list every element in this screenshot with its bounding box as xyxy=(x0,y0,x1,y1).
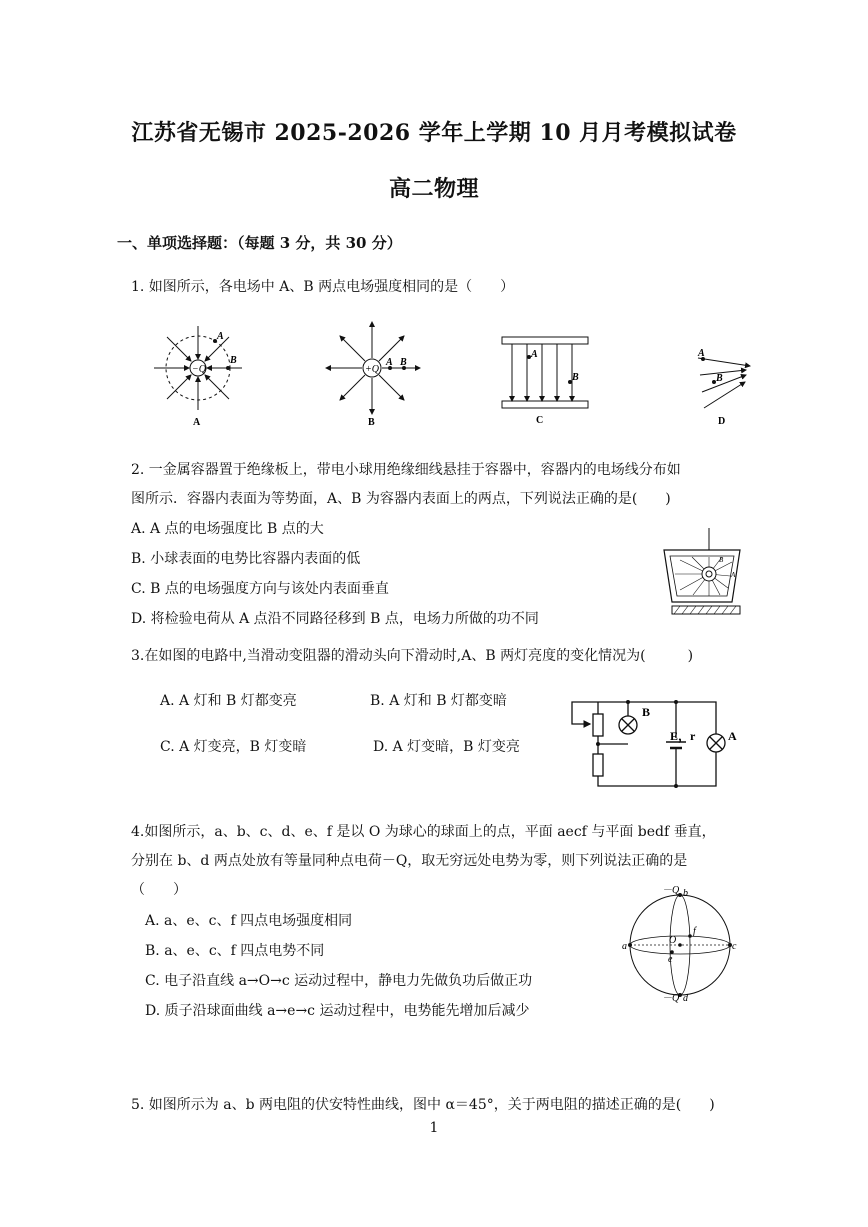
q3-option-b: B. A 灯和 B 灯都变暗 xyxy=(370,693,507,709)
svg-text:−Q: −Q xyxy=(192,364,206,375)
svg-text:B: B xyxy=(230,355,237,366)
svg-text:A: A xyxy=(731,571,736,579)
exam-title: 江苏省无锡市 2025-2026 学年上学期 10 月月考模拟试卷 xyxy=(131,120,737,146)
svg-text:A: A xyxy=(698,348,705,359)
q3-stem: 3.在如图的电路中,当滑动变阻器的滑动头向下滑动时,A、B 两灯亮度的变化情况为( ) xyxy=(131,648,694,664)
q3-fig-label-b: B xyxy=(642,705,651,719)
q4-option-b: B. a、e、c、f 四点电势不同 xyxy=(145,943,325,959)
svg-text:B: B xyxy=(716,373,723,384)
q4-figure-sphere xyxy=(622,884,738,1006)
q3-fig-label-a: A xyxy=(728,729,737,743)
svg-text:A: A xyxy=(386,357,393,368)
q2-option-d: D. 将检验电荷从 A 点沿不同路径移到 B 点，电场力所做的功不同 xyxy=(131,611,539,627)
svg-text:B: B xyxy=(719,556,724,564)
q4-fig-label-a: a xyxy=(622,941,627,952)
q2-stem-line1: 2. 一金属容器置于绝缘板上，带电小球用绝缘细线悬挂于容器中，容器内的电场线分布如 xyxy=(131,462,681,478)
q4-fig-label-o: O xyxy=(669,935,677,946)
q4-fig-label-f: f xyxy=(693,926,696,937)
q2-option-b: B. 小球表面的电势比容器内表面的低 xyxy=(131,551,361,567)
q1-stem: 1. 如图所示，各电场中 A、B 两点电场强度相同的是（ ） xyxy=(131,279,515,295)
exam-subject-title: 高二物理 xyxy=(388,176,479,202)
q1-fig-d-label: D xyxy=(718,416,726,427)
q4-fig-label-top-q: －Q xyxy=(662,885,680,896)
q4-option-d: D. 质子沿球面曲线 a→e→c 运动过程中，电势能先增加后减少 xyxy=(145,1003,530,1019)
q4-fig-label-e: e xyxy=(668,954,673,965)
q4-fig-label-b: b xyxy=(683,888,688,899)
q3-option-a: A. A 灯和 B 灯都变亮 xyxy=(160,693,297,709)
q2-option-c: C. B 点的电场强度方向与该处内表面垂直 xyxy=(131,581,389,597)
q2-option-a: A. A 点的电场强度比 B 点的大 xyxy=(131,521,324,537)
q2-figure-container xyxy=(660,526,745,618)
q1-figure-c xyxy=(498,333,594,428)
page-number: 1 xyxy=(429,1120,439,1136)
q4-fig-label-c: c xyxy=(732,941,737,952)
q1-fig-b-label: B xyxy=(368,417,375,428)
q1-figure-d xyxy=(690,340,760,428)
q1-figure-a xyxy=(148,318,248,428)
q1-fig-a-label: A xyxy=(193,417,201,428)
q4-fig-label-bottom-q: －Q xyxy=(662,993,680,1004)
q4-option-c: C. 电子沿直线 a→O→c 运动过程中，静电力先做负功后做正功 xyxy=(145,973,533,989)
section-heading: 一、单项选择题：（每题 3 分，共 30 分） xyxy=(117,234,402,252)
svg-text:A: A xyxy=(531,349,538,360)
q3-option-c: C. A 灯变亮，B 灯变暗 xyxy=(160,739,307,755)
q4-stem-line2: 分别在 b、d 两点处放有等量同种点电荷－Q，取无穷远处电势为零，则下列说法正确的是 xyxy=(131,853,688,869)
q4-fig-label-d: d xyxy=(683,993,688,1004)
q2-stem-line2: 图所示．容器内表面为等势面，A、B 为容器内表面上的两点，下列说法正确的是( ) xyxy=(131,491,671,507)
q3-figure-circuit xyxy=(566,694,746,792)
svg-text:B: B xyxy=(572,372,579,383)
q3-fig-label-er: E，r xyxy=(670,729,696,743)
q1-figure-b xyxy=(320,318,430,428)
svg-text:B: B xyxy=(400,357,407,368)
q4-stem-line1: 4.如图所示，a、b、c、d、e、f 是以 O 为球心的球面上的点，平面 aecf 与平面 bedf 垂直， xyxy=(131,824,716,840)
q4-option-a: A. a、e、c、f 四点电场强度相同 xyxy=(145,913,353,929)
svg-text:A: A xyxy=(217,331,224,342)
svg-text:+Q: +Q xyxy=(365,364,379,375)
q3-option-d: D. A 灯变暗，B 灯变亮 xyxy=(373,739,520,755)
q1-fig-c-label: C xyxy=(536,415,544,426)
q4-stem-line3: （ ） xyxy=(131,882,187,898)
q5-stem: 5. 如图所示为 a、b 两电阻的伏安特性曲线，图中 α＝45°，关于两电阻的描述正确的是( ) xyxy=(131,1097,715,1113)
